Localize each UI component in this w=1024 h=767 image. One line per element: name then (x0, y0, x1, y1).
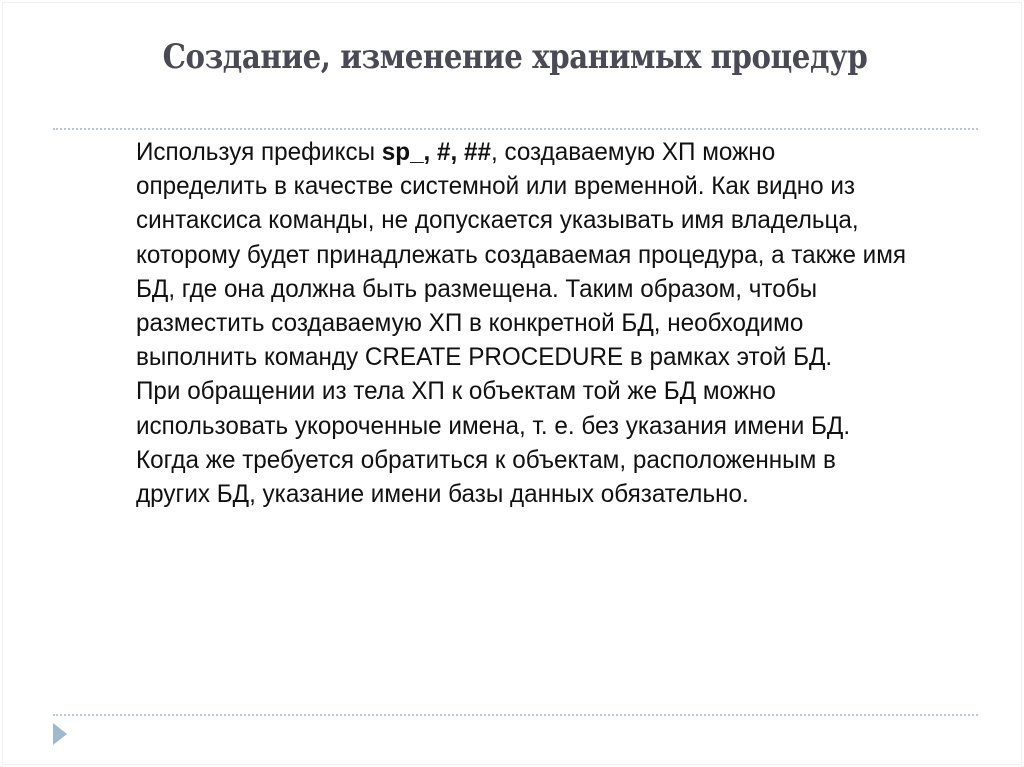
paragraph-prefixes-pre: Используя префиксы (136, 138, 382, 166)
paragraph-prefixes (136, 135, 912, 374)
bottom-dotted-divider (53, 714, 978, 716)
triangle-right-icon (53, 723, 67, 745)
slide-body (136, 135, 912, 511)
slide-title: Создание, изменение хранимых процедур (162, 37, 868, 77)
paragraph-other-db: Когда же требуется обратиться к объектам, расположенным в других БД, указание имени базы данных обязательно. (136, 445, 836, 509)
slide (2, 2, 1022, 765)
top-dotted-divider (53, 128, 978, 130)
paragraph-short-names: При обращении из тела ХП к объектам той же БД можно использовать укороченные имена, т. е. без указания имени БД. (136, 377, 851, 440)
prefixes-code: sp_, #, ## (381, 138, 491, 166)
paragraph-prefixes-post: , создаваемую ХП можно определить в качестве системной или временной. Как видно из синтаксиса команды, не допускается указывать имя владельца, которому будет принадлежать создаваемая процедура, а также имя БД, где она должна быть размещена. Таким образом, чтобы разместить создаваемую ХП в конкретной БД, необходимо выполнить команду CREATE PROCEDURE в рамках этой БД. (136, 138, 907, 372)
